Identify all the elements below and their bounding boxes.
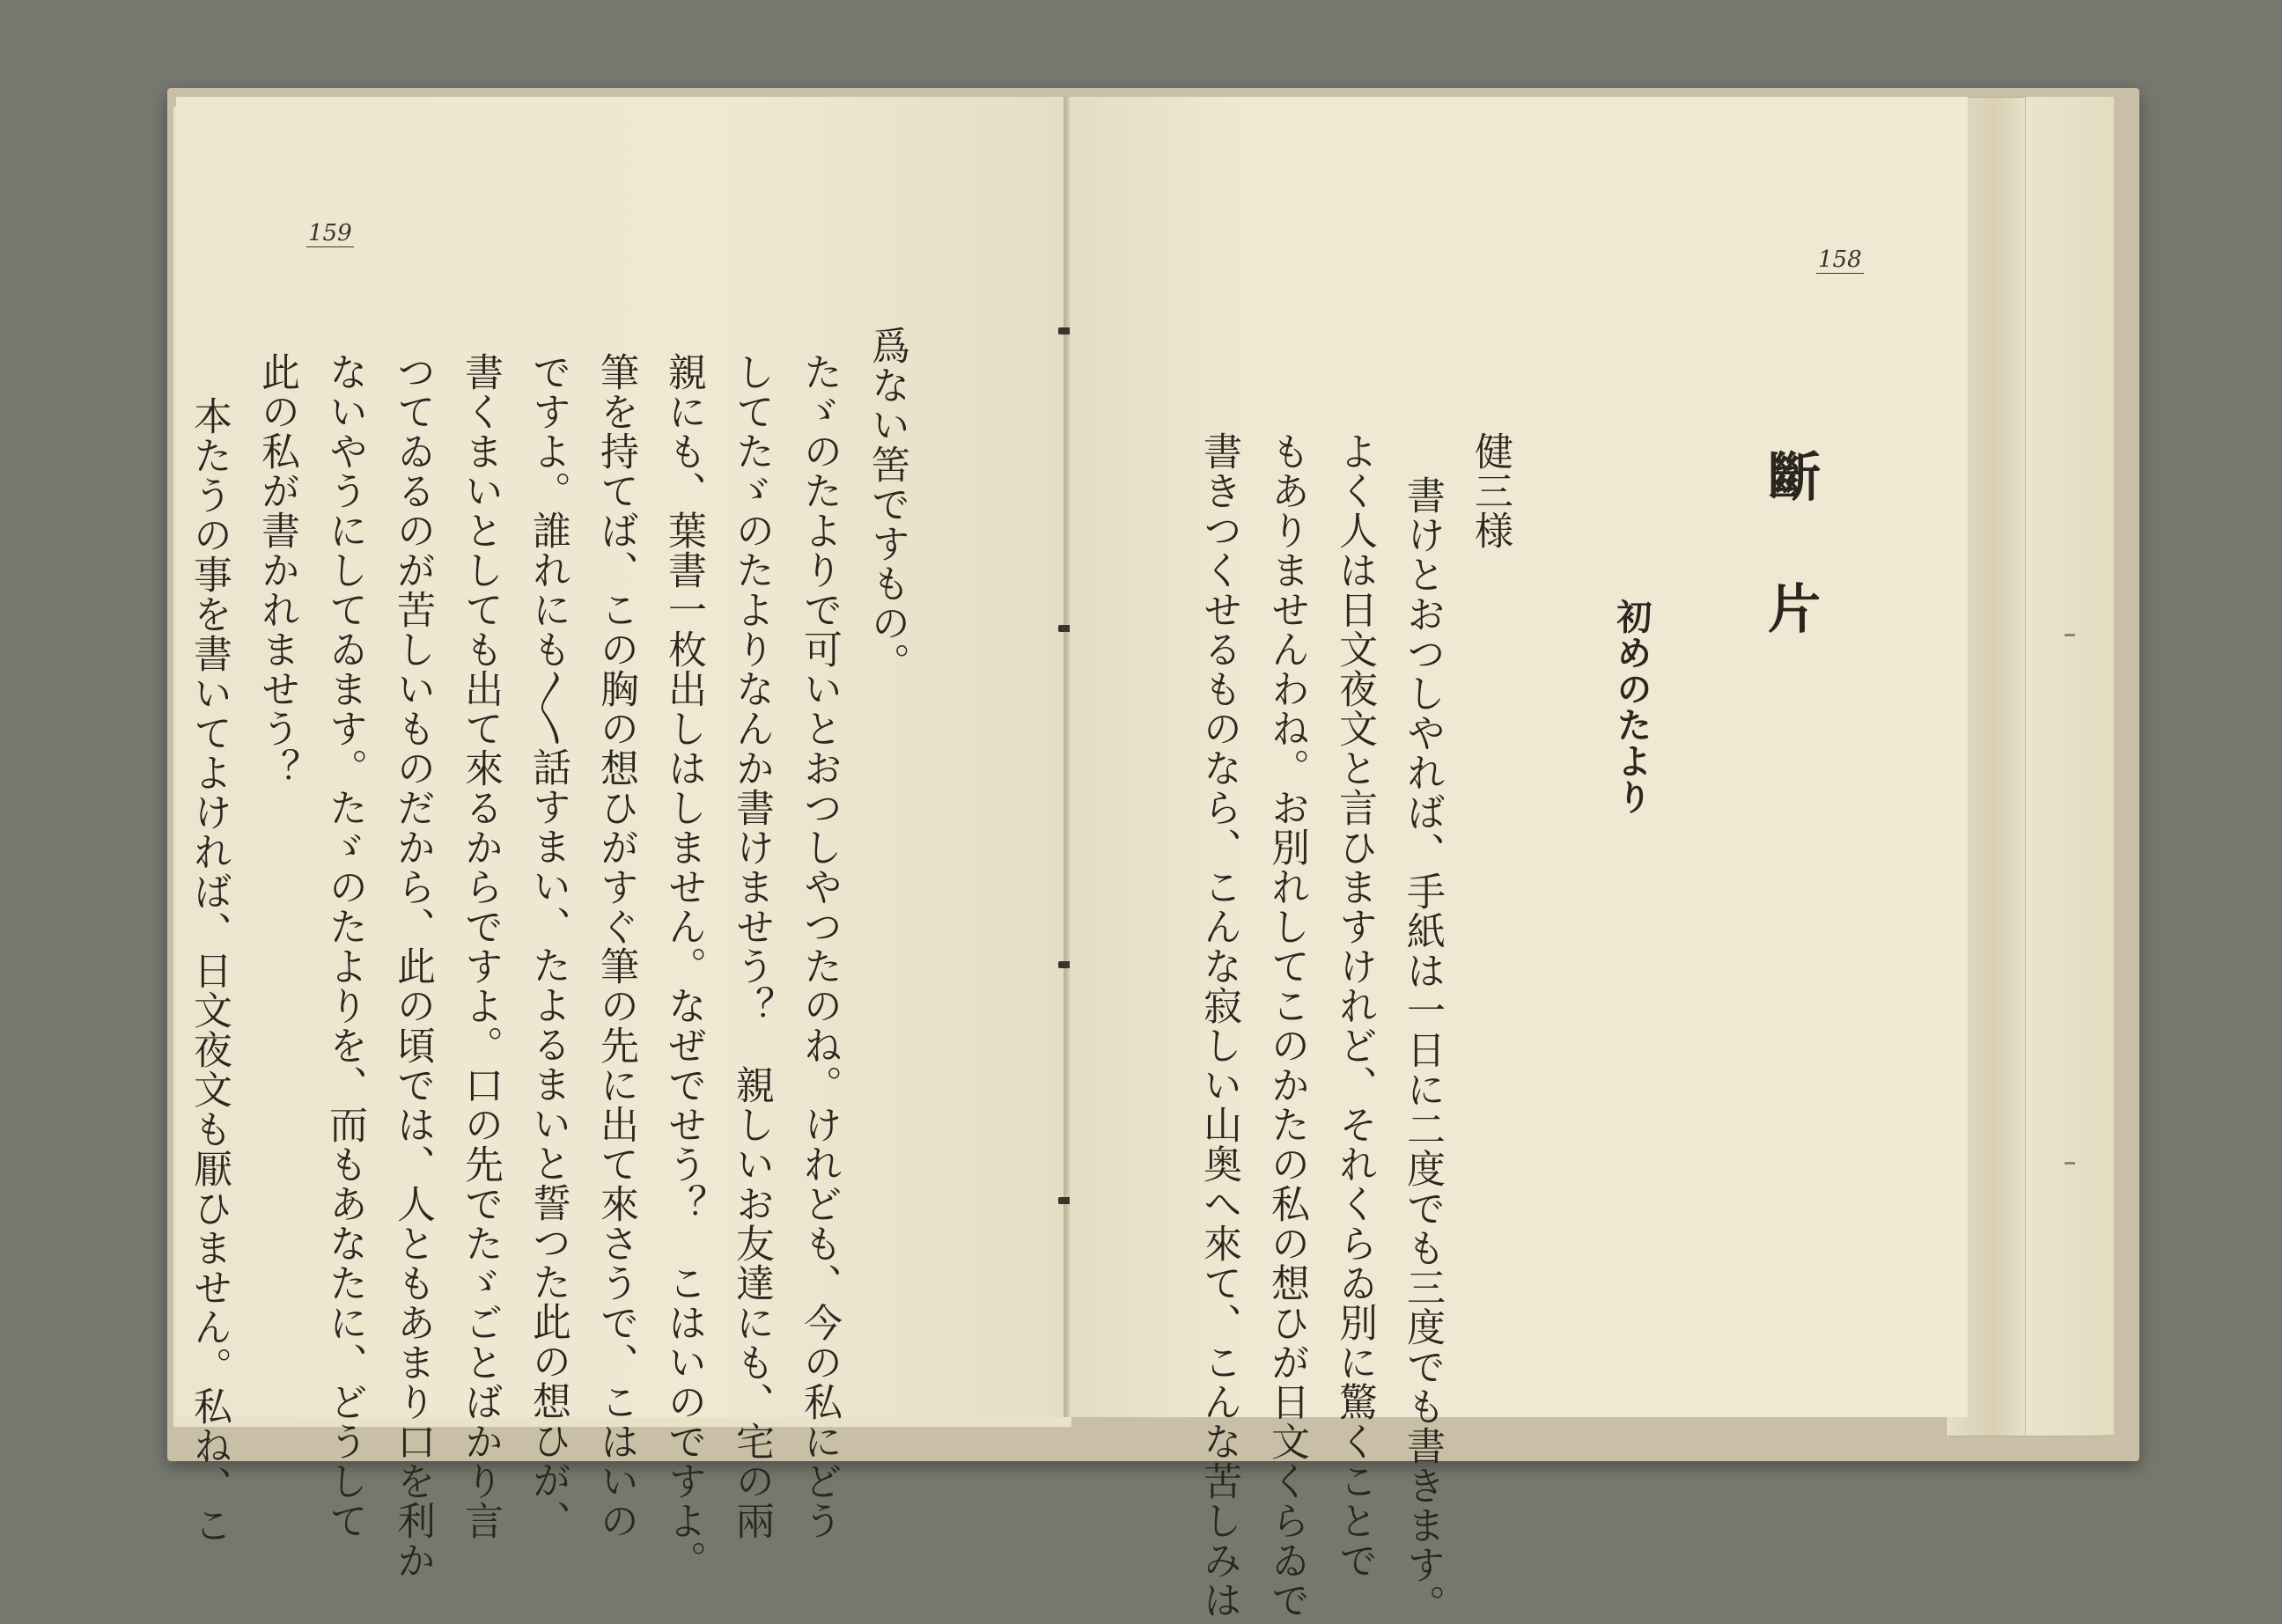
text-line: ですよ。誰れにも〱話すまい、たよるまいと誓つた此の想ひが、	[526, 352, 570, 1539]
text-line: つてゐるのが苦しいものだから、此の頃では、人ともあまり口を利か	[390, 352, 435, 1580]
chapter-title: 斷片	[1759, 449, 1821, 713]
left-page	[176, 97, 1067, 1580]
text-line: 親にも、葉書一枚出しはしません。なぜでせう？ こはいのですよ。	[661, 352, 706, 1580]
text-line: もありませんわね。お別れしてこのかたの私の想ひが日文くらゐで	[1264, 431, 1309, 1620]
chapter-subtitle: 初めのたより	[1611, 599, 1652, 815]
page-number-left: 159	[308, 220, 352, 246]
text-line: 此の私が書かれませう？	[254, 352, 299, 788]
text-line: 書くまいとしても出て來るからですよ。口の先でたゞごとばかり言	[458, 352, 503, 1540]
text-line: よく人は日文夜文と言ひますけれど、それくらゐ別に驚くことで	[1332, 431, 1377, 1580]
text-line: 本たうの事を書いてよければ、日文夜文も厭ひません。私ね、こ	[187, 396, 232, 1545]
text-line: 爲ない筈ですもの。	[865, 326, 909, 682]
text-line: 筆を持てば、この胸の想ひがすぐ筆の先に出て來さうで、こはいの	[593, 352, 638, 1540]
salutation: 健三様	[1468, 431, 1513, 550]
edge-mark	[2065, 634, 2075, 636]
page-number-right: 158	[1818, 246, 1862, 273]
text-line: ないやうにしてゐます。たゞのたよりを、而もあなたに、どうして	[322, 352, 367, 1540]
book-fore-edge	[2025, 97, 2114, 1435]
text-line: 書きつくせるものなら、こんな寂しい山奥へ來て、こんな苦しみは	[1196, 431, 1241, 1620]
right-page	[1070, 97, 1968, 1624]
text-line: してたゞのたよりなんか書けませう？ 親しいお友達にも、宅の兩	[729, 352, 774, 1540]
edge-mark	[2065, 1162, 2075, 1165]
text-line: 書けとおつしやれば、手紙は一日に二度でも三度でも書きます。	[1400, 475, 1445, 1624]
text-line: たゞのたよりで可いとおつしやつたのね。けれども、今の私にどう	[797, 352, 842, 1540]
